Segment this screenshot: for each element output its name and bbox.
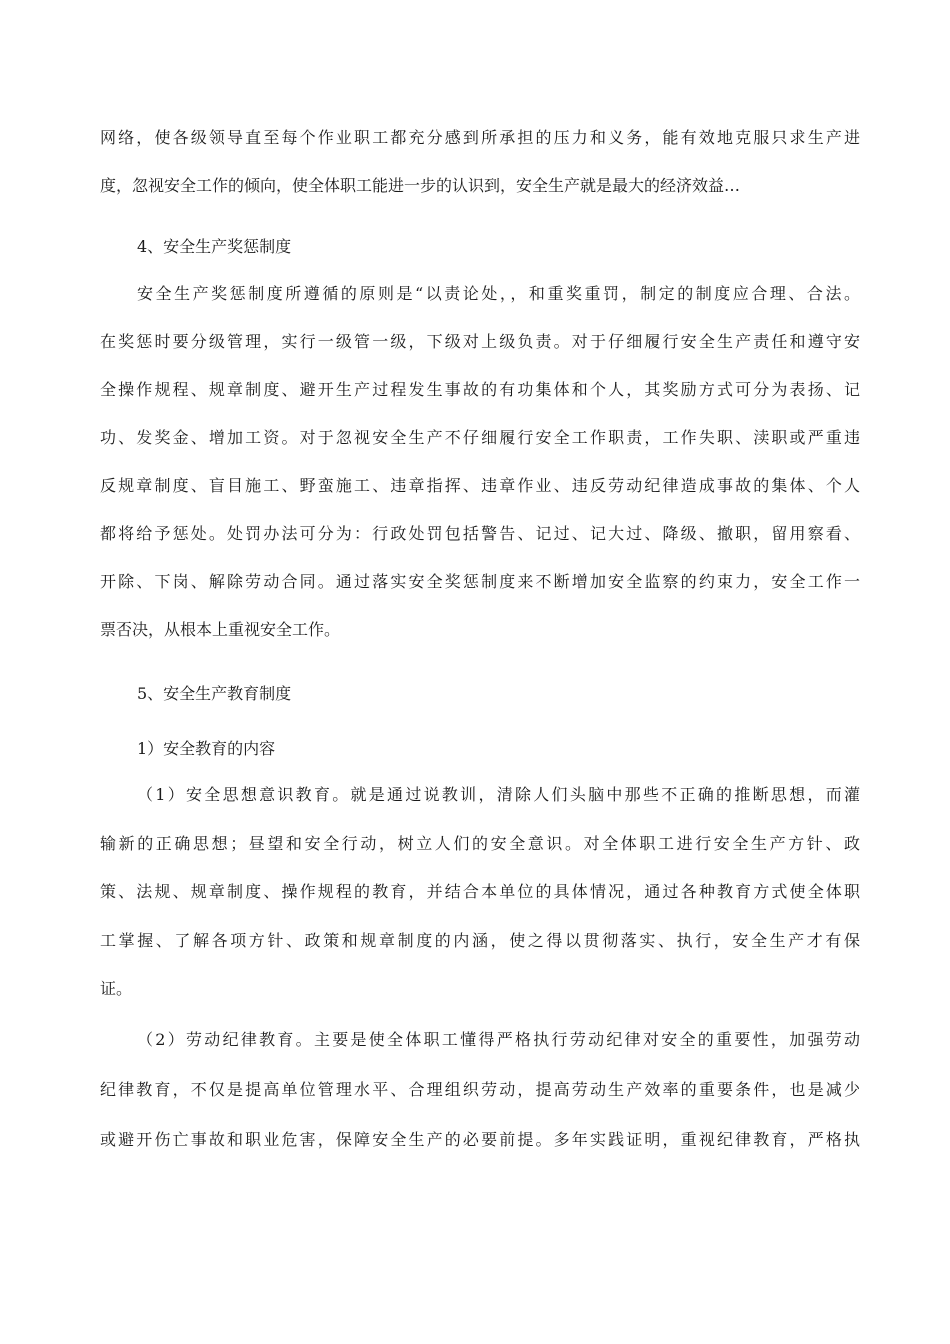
paragraph-line: 安全生产奖惩制度所遵循的原则是“以责论处，，和重奖重罚，制定的制度应合理、合法。 [137,284,860,303]
paragraph-line: 票否决，从根本上重视安全工作。 [100,620,341,639]
subsection-heading: 1）安全教育的内容 [137,739,276,758]
paragraph-line: 输新的正确思想；昼望和安全行动，树立人们的安全意识。对全体职工进行安全生产方针、政 [100,834,860,853]
paragraph-line: （2）劳动纪律教育。主要是使全体职工懂得严格执行劳动纪律对安全的重要性，加强劳动 [137,1030,860,1049]
paragraph-line: 工掌握、了解各项方针、政策和规章制度的内涵，使之得以贯彻落实、执行，安全生产才有保 [100,931,860,950]
section-heading: 5、安全生产教育制度 [137,684,292,703]
paragraph-line: 或避开伤亡事故和职业危害，保障安全生产的必要前提。多年实践证明，重视纪律教育，严格执 [100,1130,860,1149]
section-heading: 4、安全生产奖惩制度 [137,237,292,256]
paragraph-line: （1）安全思想意识教育。就是通过说教训，清除人们头脑中那些不正确的推断思想，而灌 [137,785,860,804]
paragraph-line: 纪律教育，不仅是提高单位管理水平、合理组织劳动，提高劳动生产效率的重要条件，也是减少 [100,1080,860,1099]
paragraph-line: 开除、下岗、解除劳动合同。通过落实安全奖惩制度来不断增加安全监察的约束力，安全工作一 [100,572,860,591]
paragraph-line: 证。 [100,979,133,998]
paragraph-line: 反规章制度、盲目施工、野蛮施工、违章指挥、违章作业、违反劳动纪律造成事故的集体、个人 [100,476,860,495]
paragraph-line: 度，忽视安全工作的倾向，使全体职工能进一步的认识到，安全生产就是最大的经济效益… [100,176,741,195]
paragraph-line: 功、发奖金、增加工资。对于忽视安全生产不仔细履行安全工作职责，工作失职、渎职或严重违 [100,428,860,447]
paragraph-line: 全操作规程、规章制度、避开生产过程发生事故的有功集体和个人，其奖励方式可分为表扬、记 [100,380,860,399]
paragraph-line: 策、法规、规章制度、操作规程的教育，并结合本单位的具体情况，通过各种教育方式使全体职 [100,882,860,901]
paragraph-line: 都将给予惩处。处罚办法可分为：行政处罚包括警告、记过、记大过、降级、撤职，留用察看、 [100,524,860,543]
paragraph-line: 网络，使各级领导直至每个作业职工都充分感到所承担的压力和义务，能有效地克服只求生产进 [100,128,860,147]
paragraph-line: 在奖惩时要分级管理，实行一级管一级，下级对上级负责。对于仔细履行安全生产责任和遵守安 [100,332,860,351]
